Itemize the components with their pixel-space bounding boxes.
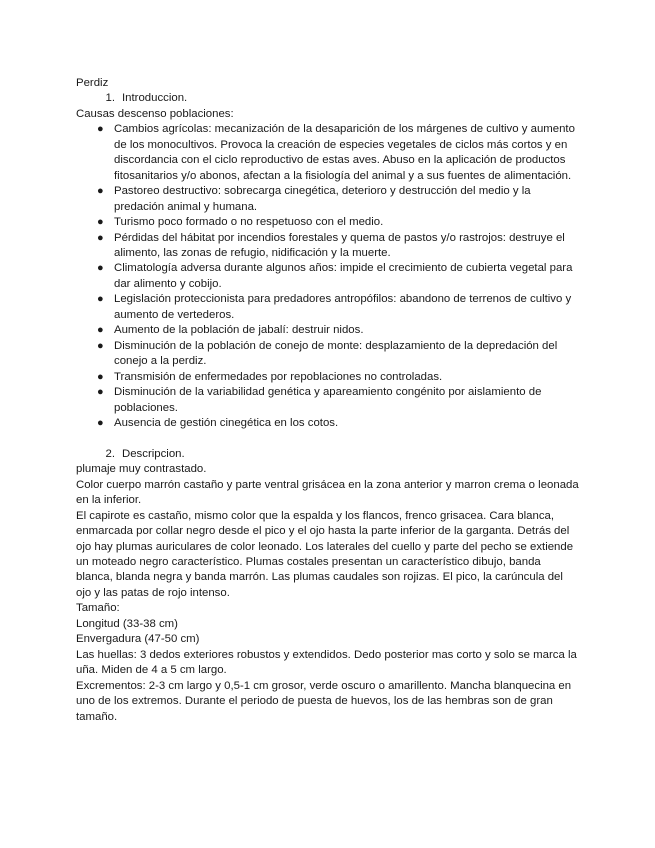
list-item: ● Cambios agrícolas: mecanización de la desaparición de los márgenes de cultivo y aumento de los monocultivos. Provoca la creación de especies vegetales de ciclos más cortos y en discordancia con el ciclo reproductivo de estas aves. Abuso en la aplicación de productos fitosanitarios y/o abonos, afectan a la fisiología del animal y a sus fuentes de alimentación. [97, 123, 575, 182]
list-item: ● Pastoreo destructivo: sobrecarga cinegética, deterioro y destrucción del medio y la predación animal y humana. [97, 185, 531, 213]
list-item: ● Legislación proteccionista para predadores antropófilos: abandono de terrenos de cultivo y aumento de vertederos. [97, 293, 572, 321]
list-item: ● Disminución de la población de conejo de monte: desplazamiento de la depredación del conejo a la perdiz. [97, 339, 558, 368]
paragraph-huellas: Las huellas: 3 dedos exteriores robustos y extendidos. Dedo posterior mas corto y solo se marca la uña. Miden de 4 a 5 cm largo. [76, 648, 577, 677]
bullet-icon: ● [97, 293, 104, 306]
bullet-icon: ● [97, 339, 104, 352]
paragraph-tamano: Tamaño: [76, 602, 120, 615]
bullet-icon: ● [97, 216, 104, 229]
list-item: ● Disminución de la variabilidad genética y apareamiento congénito por aislamiento de poblaciones. [97, 386, 542, 414]
section-heading-text: Descripcion. [122, 447, 185, 460]
paragraph-excrementos: Excrementos: 2-3 cm largo y 0,5-1 cm grosor, verde oscuro o amarillento. Mancha blanquecina en uno de los extremos. Durante el periodo de puesta de huevos, los de las hembras son de gran tamaño. [76, 679, 572, 723]
list-item: ● Transmisión de enfermedades por repoblaciones no controladas. [76, 370, 580, 385]
paragraph-plumaje: plumaje muy contrastado. [76, 463, 207, 476]
paragraph-envergadura: Envergadura (47-50 cm) [76, 633, 200, 646]
document-title: Perdiz [76, 77, 109, 89]
list-item: ● Pérdidas del hábitat por incendios forestales y quema de pastos y/o rastrojos: destruye el alimento, las zonas de refugio, nidificación y la muerte. [97, 231, 565, 259]
section-heading-descripcion [76, 447, 580, 462]
list-item: ● Aumento de la población de jabalí: destruir nidos. [76, 323, 580, 338]
paragraph-longitud: Longitud (33-38 cm) [76, 617, 178, 630]
section-heading-text: Introduccion. [122, 92, 188, 105]
bullet-icon: ● [97, 262, 104, 275]
bullet-icon: ● [97, 123, 104, 136]
paragraph-color-cuerpo: Color cuerpo marrón castaño y parte ventral grisácea en la zona anterior y marron crema o leonada en la inferior. [76, 478, 579, 507]
paragraph-capirote: El capirote es castaño, mismo color que la espalda y los flancos, frenco grisacea. Cara blanca, enmarcada por collar negro desde el pico y el ojo hasta la parte inferior de la garganta. Detrás del ojo hay plumas auriculares de color leonado. Los laterales del cuello y parte del pecho se extiende un moteado negro característico. Plumas costales presentan un característico dibujo, banda blanca, blanda negra y banda marrón. Las plumas caudales son rojizas. El pico, la carúncula del ojo y las patas de rojo intenso. [76, 509, 574, 599]
causes-subheading: Causas descenso poblaciones: [76, 107, 234, 120]
section-number: 1. [105, 92, 115, 105]
bullet-icon: ● [97, 231, 104, 244]
causes-bullet-list [76, 122, 580, 431]
section-number: 2. [105, 447, 115, 460]
bullet-icon: ● [97, 324, 104, 337]
list-item: ● Turismo poco formado o no respetuoso con el medio. [76, 215, 580, 230]
bullet-icon: ● [97, 185, 104, 198]
bullet-icon: ● [97, 416, 104, 429]
document-page [76, 76, 580, 725]
bullet-icon: ● [97, 386, 104, 399]
list-item: ● Ausencia de gestión cinegética en los cotos. [76, 416, 580, 431]
bullet-icon: ● [97, 370, 104, 383]
section-heading-introduccion [76, 91, 580, 106]
list-item: ● Climatología adversa durante algunos años: impide el crecimiento de cubierta vegetal para dar alimento y cobijo. [97, 262, 573, 290]
blank-line [76, 431, 580, 446]
